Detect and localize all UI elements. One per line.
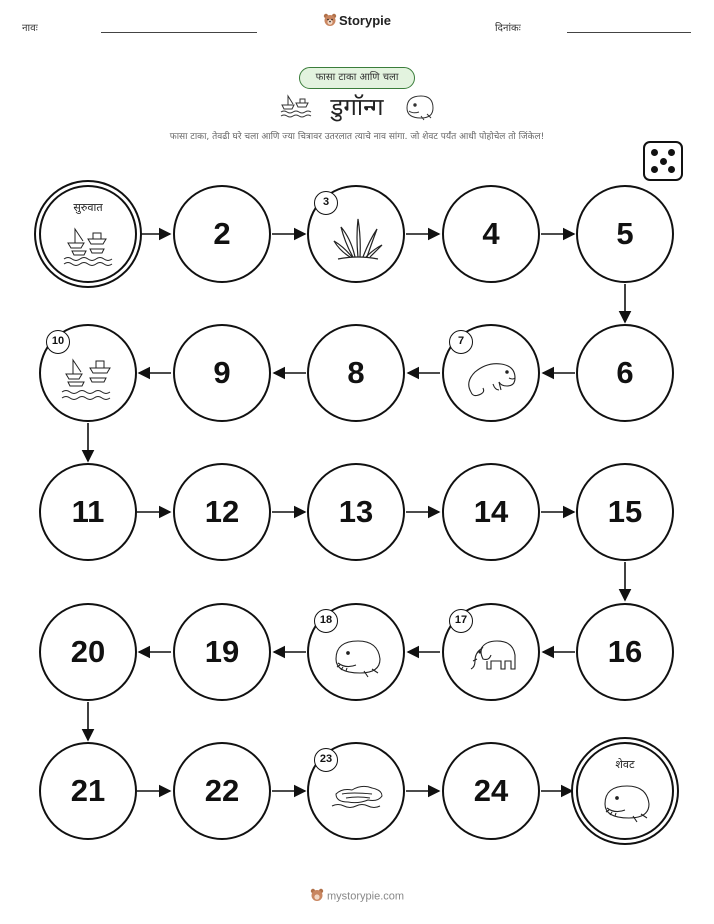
- board-cell-9: 9: [173, 324, 271, 422]
- board-cell-15: 15: [576, 463, 674, 561]
- board-cell-12: 12: [173, 463, 271, 561]
- board-cell-18: [307, 603, 405, 701]
- board-cell-13: 13: [307, 463, 405, 561]
- board-cell-16: 16: [576, 603, 674, 701]
- finish-label: शेवट: [615, 758, 635, 771]
- board-cell-24: 24: [442, 742, 540, 840]
- boats-icon: [60, 218, 120, 274]
- cell-badge: 3: [314, 191, 338, 215]
- dugong-icon: [328, 627, 388, 683]
- cell-badge: 23: [314, 748, 338, 772]
- grass-icon: [328, 209, 388, 265]
- board-cell-17: [442, 603, 540, 701]
- footer-site[interactable]: mystorypie.com: [327, 890, 405, 903]
- date-label: दिनांकः: [495, 23, 521, 34]
- board-cell-23: [307, 742, 405, 840]
- board-cell-3: [307, 185, 405, 283]
- board-cell-19: 19: [173, 603, 271, 701]
- board-cell-22: 22: [173, 742, 271, 840]
- board-cell-21: 21: [39, 742, 137, 840]
- dugong-icon: [597, 775, 657, 831]
- cell-badge: 7: [449, 330, 473, 354]
- start-label: सुरुवात: [73, 201, 103, 214]
- page-title: डुगॉन्ग: [330, 93, 384, 121]
- seagrass-patch-icon: [328, 766, 388, 822]
- board-cell-11: 11: [39, 463, 137, 561]
- cell-badge: 18: [314, 609, 338, 633]
- game-tag: फासा टाका आणि चला: [299, 67, 415, 89]
- board-cell-10: [39, 324, 137, 422]
- board-cell-6: 6: [576, 324, 674, 422]
- manatee-icon: [463, 348, 523, 404]
- instructions: फासा टाका, तेवढी घरे चला आणि ज्या चित्रावर उतरलात त्याचे नाव सांगा. जो शेवट पर्यंत आधी पोहोचेल तो जिंकेल!: [169, 132, 545, 142]
- cell-badge: 17: [449, 609, 473, 633]
- footer: [0, 888, 714, 905]
- board-cell-8: 8: [307, 324, 405, 422]
- board-cell-finish: [576, 742, 674, 840]
- board-cell-20: 20: [39, 603, 137, 701]
- board-cell-14: 14: [442, 463, 540, 561]
- board-cell-start: [39, 185, 137, 283]
- cell-badge: 10: [46, 330, 70, 354]
- board-cell-2: 2: [173, 185, 271, 283]
- boats-icon: [60, 348, 120, 404]
- brand-name: Storypie: [338, 13, 391, 28]
- bear-mascot-icon: [310, 888, 324, 905]
- board-cell-5: 5: [576, 185, 674, 283]
- elephant-icon: [463, 627, 523, 683]
- name-label: नावः: [22, 23, 38, 34]
- board-cell-7: [442, 324, 540, 422]
- board-cell-4: 4: [442, 185, 540, 283]
